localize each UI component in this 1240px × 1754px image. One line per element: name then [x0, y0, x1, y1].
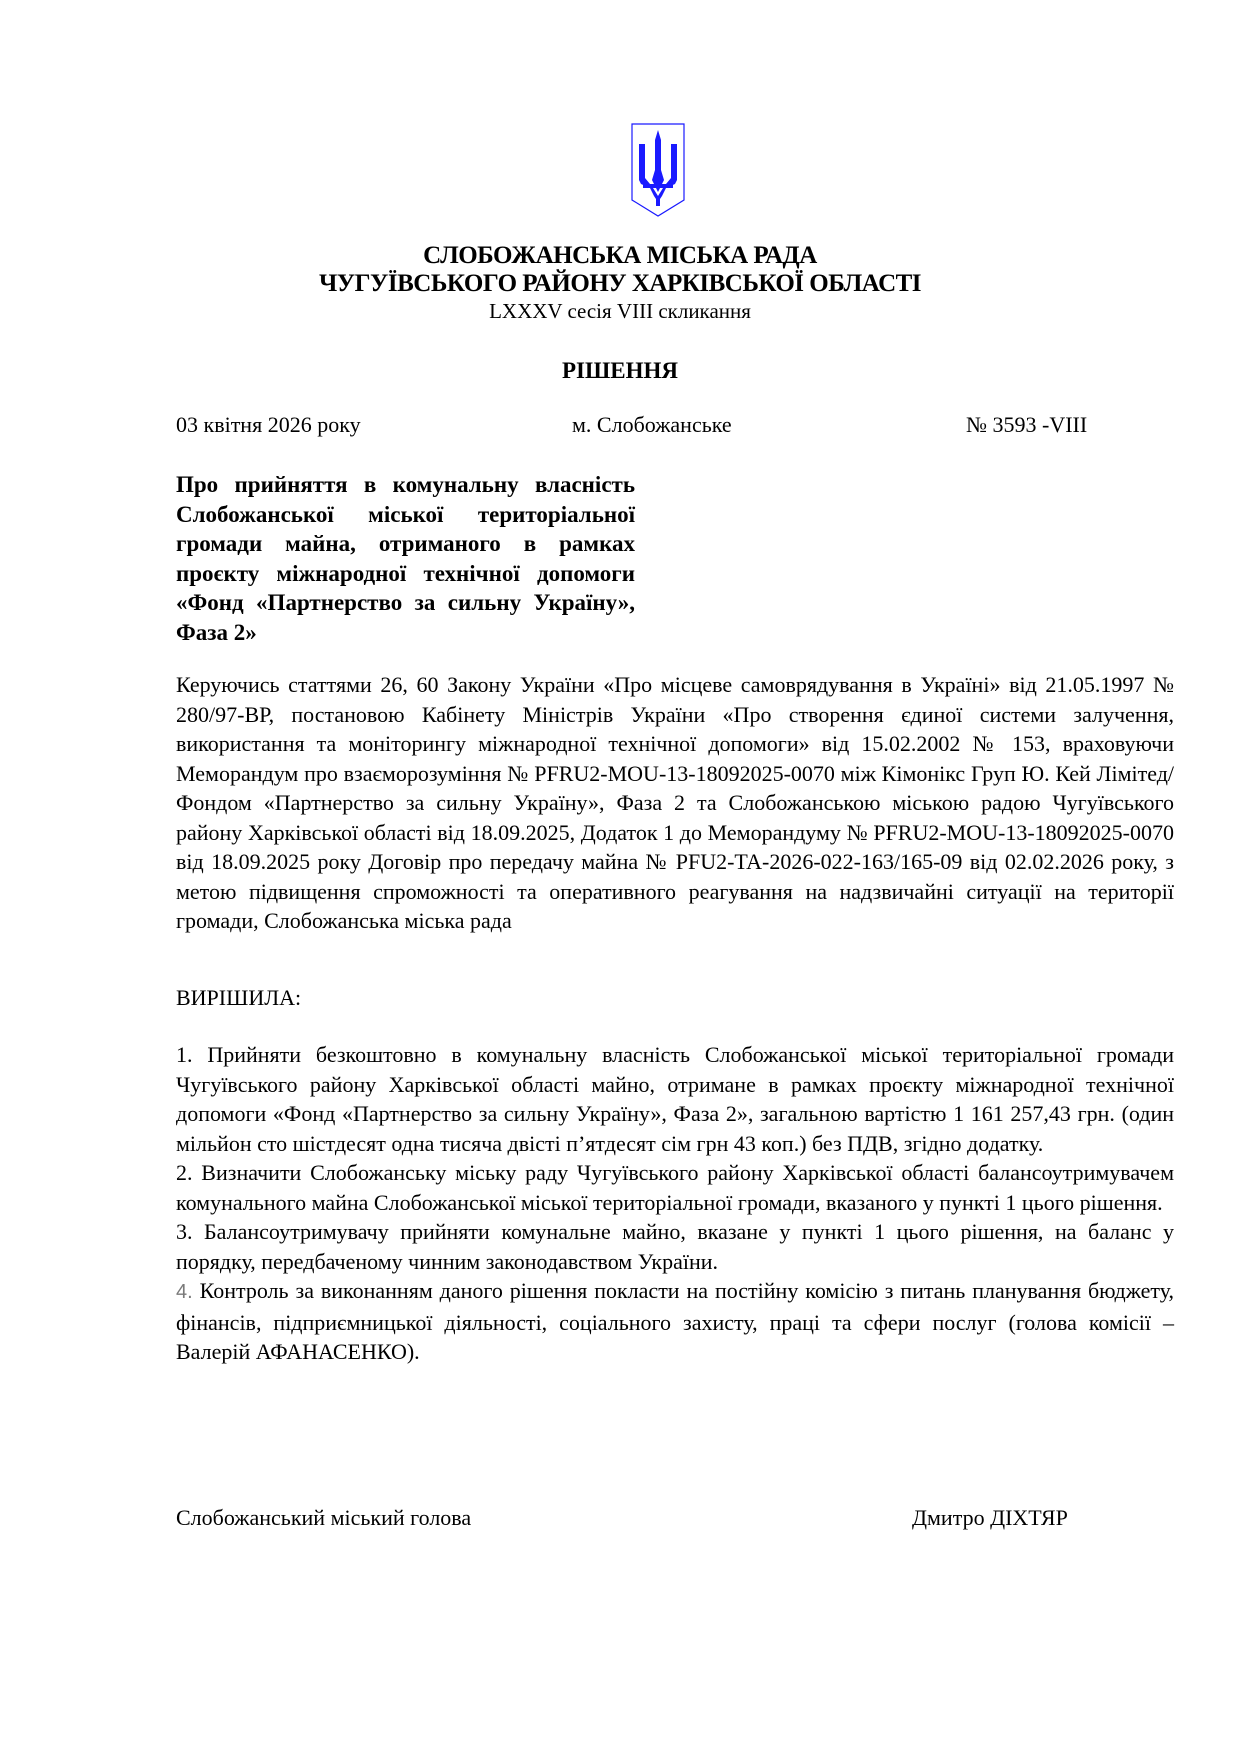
decision-item-4: [176, 1276, 1174, 1367]
decision-date: 03 квітня 2026 року: [176, 412, 361, 437]
decision-items-list: [176, 1040, 1174, 1367]
ukraine-trident-coat-of-arms-icon: [630, 122, 686, 218]
decision-item-1: [176, 1040, 1174, 1158]
item-number: 2.: [176, 1160, 193, 1185]
signatory-role: Слобожанський міський голова: [176, 1505, 472, 1530]
session-info: LXXXV сесія VIII скликання: [489, 299, 751, 323]
item-text: Контроль за виконанням даного рішення покласти на постійну комісію з питань планування бюджету, фінансів, підприємницької діяльності, соціального захисту, праці та сфери послуг (голова комісії – Валерій АФАНАСЕНКО).: [176, 1278, 1174, 1364]
decided-label: ВИРІШИЛА:: [176, 985, 302, 1010]
council-name: СЛОБОЖАНСЬКА МІСЬКА РАДА: [423, 242, 817, 269]
decision-subject: Про прийняття в комунальну власність Слобожанської міської територіальної громади майна, отриманого в рамках проєкту міжнародної технічної допомоги «Фонд «Партнерство за сильну Україну», Фаза 2»: [176, 472, 635, 645]
council-district: ЧУГУЇВСЬКОГО РАЙОНУ ХАРКІВСЬКОЇ ОБЛАСТІ: [318, 270, 922, 297]
decision-number: № 3593 -VIII: [966, 412, 1088, 437]
item-text: Визначити Слобожанську міську раду Чугуївського району Харківської області балансоутримувачем комунального майна Слобожанської міської територіальної громади, вказаного у пункті 1 цього рішення.: [176, 1160, 1174, 1215]
document-type-title: РІШЕННЯ: [562, 358, 678, 383]
preamble-paragraph: Керуючись статтями 26, 60 Закону України «Про місцеве самоврядування в Україні» від 21.05.1997 № 280/97-ВР, постановою Кабінету Міністрів України «Про створення єдиної системи залучення, використання та моніторингу міжнародної технічної допомоги» від 15.02.2002 № 153, враховуючи Меморандум про взаєморозуміння № PFRU2-MOU-13-18092025-0070 між Кімонікс Груп Ю. Кей Лімітед/ Фондом «Партнерство за сильну Україну», Фаза 2 та Слобожанською міською радою Чугуївського району Харківської області від 18.09.2025, Додаток 1 до Меморандуму № PFRU2-MOU-13-18092025-0070 від 18.09.2025 року Договір про передачу майна № PFU2-TA-2026-022-163/165-09 від 02.02.2026 року, з метою підвищення спроможності та оперативного реагування на надзвичайні ситуації на території громади, Слобожанська міська рада: [176, 672, 1174, 933]
item-number: 1.: [176, 1042, 193, 1067]
signatory-name: Дмитро ДІХТЯР: [912, 1505, 1068, 1530]
item-number: 3.: [176, 1219, 193, 1244]
decision-item-2: [176, 1158, 1174, 1217]
decision-place: м. Слобожанське: [572, 412, 732, 437]
item-text: Прийняти безкоштовно в комунальну власність Слобожанської міської територіальної громади Чугуївського району Харківської області майно, отримане в рамках проєкту міжнародної технічної допомоги «Фонд «Партнерство за сильну Україну», Фаза 2», загальною вартістю 1 161 257,43 грн. (один мільйон сто шістдесят одна тисяча двісті п’ятдесят сім грн 43 коп.) без ПДВ, згідно додатку.: [176, 1042, 1174, 1156]
item-number: 4.: [176, 1281, 193, 1303]
decision-item-3: [176, 1217, 1174, 1276]
item-text: Балансоутримувачу прийняти комунальне майно, вказане у пункті 1 цього рішення, на баланс у порядку, передбаченому чинним законодавством України.: [176, 1219, 1174, 1274]
